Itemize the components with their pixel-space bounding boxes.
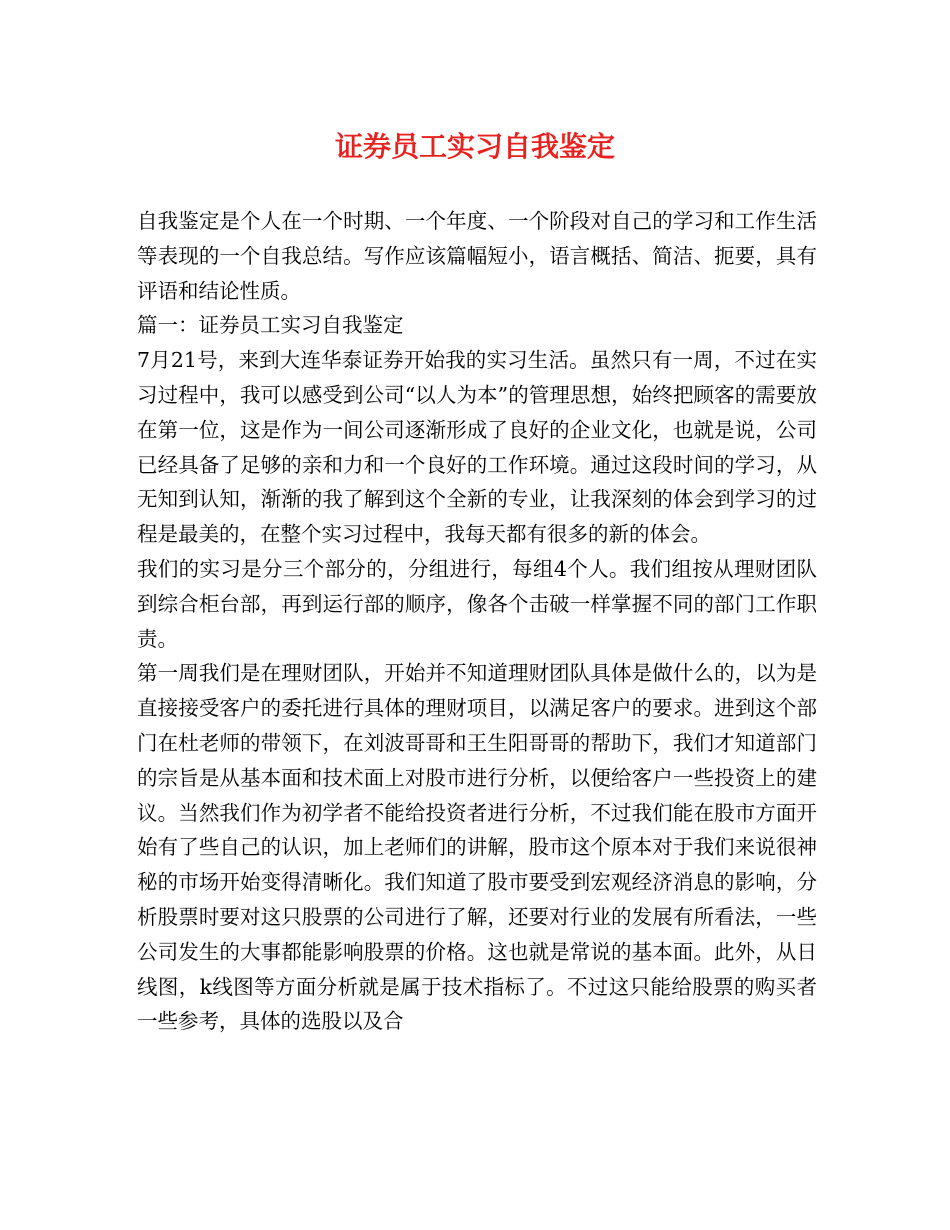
- document-body: [137, 204, 817, 1039]
- paragraph-internship-start: 7月21号，来到大连华泰证券开始我的实习生活。虽然只有一周，不过在实习过程中，我可以感受到公司“以人为本”的管理思想，始终把顾客的需要放在第一位，这是作为一间公司逐渐形成了良好的企业文化，也就是说，公司已经具备了足够的亲和力和一个良好的工作环境。通过这段时间的学习，从无知到认知，渐渐的我了解到这个全新的专业，让我深刻的体会到学习的过程是最美的，在整个实习过程中，我每天都有很多的新的体会。: [137, 348, 817, 547]
- paragraph-first-week: 第一周我们是在理财团队，开始并不知道理财团队具体是做什么的，以为是直接接受客户的委托进行具体的理财项目，以满足客户的要求。进到这个部门在杜老师的带领下，在刘波哥哥和王生阳哥哥的帮助下，我们才知道部门的宗旨是从基本面和技术面上对股市进行分析，以便给客户一些投资上的建议。当然我们作为初学者不能给投资者进行分析，不过我们能在股市方面开始有了些自己的认识，加上老师们的讲解，股市这个原本对于我们来说很神秘的市场开始变得清晰化。我们知道了股市要受到宏观经济消息的影响，分析股票时要对这只股票的公司进行了解，还要对行业的发展有所看法，一些公司发生的大事都能影响股票的价格。这也就是常说的基本面。此外，从日线图，k线图等方面分析就是属于技术指标了。不过这只能给股票的购买者一些参考，具体的选股以及合: [137, 661, 817, 1034]
- document-title: 证券员工实习自我鉴定: [334, 130, 615, 163]
- paragraph-section-heading: 篇一：证券员工实习自我鉴定: [137, 313, 404, 338]
- paragraph-intro: 自我鉴定是个人在一个时期、一个年度、一个阶段对自己的学习和工作生活等表现的一个自我总结。写作应该篇幅短小，语言概括、简洁、扼要，具有评语和结论性质。: [137, 209, 817, 303]
- paragraph-internship-structure: 我们的实习是分三个部分的，分组进行，每组4个人。我们组按从理财团队到综合柜台部，再到运行部的顺序，像各个击破一样掌握不同的部门工作职责。: [137, 556, 817, 651]
